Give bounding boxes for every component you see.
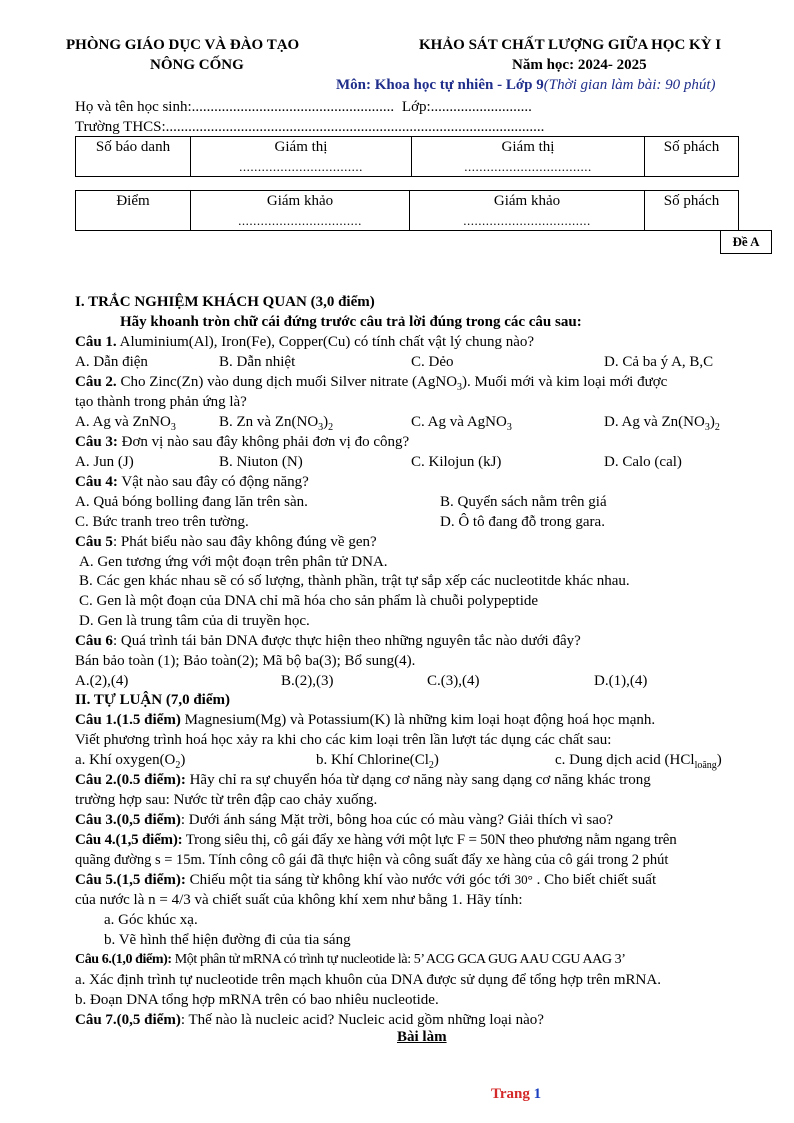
question-2: Câu 2. Cho Zinc(Zn) vào dung dịch muối Silver nitrate (AgNO$_3$). Muối mới và kim loại mới được bbox=[75, 374, 668, 393]
q3-option-b[interactable]: B. Niuton (N) bbox=[219, 454, 303, 470]
essay-question-3: Câu 3.(0,5 điểm): Dưới ánh sáng Mặt trời, bông hoa cúc có màu vàng? Giải thích vì sao? bbox=[75, 812, 614, 828]
class-field: Lớp:........................... bbox=[401, 99, 532, 115]
part1-title: I. TRẮC NGHIỆM KHÁCH QUAN (3,0 điểm) bbox=[75, 294, 375, 310]
q5-option-d[interactable]: D. Gen là trung tâm của di truyền học. bbox=[79, 613, 310, 629]
question-6: Câu 6: Quá trình tái bản DNA được thực hiện theo những nguyên tắc nào dưới đây? bbox=[75, 633, 581, 649]
question-4: Câu 4: Vật nào sau đây có động năng? bbox=[75, 474, 309, 490]
school-field: Trường THCS:..................................................................................................... bbox=[75, 119, 545, 135]
part1-instruction: Hãy khoanh tròn chữ cái đứng trước câu trả lời đúng trong các câu sau: bbox=[120, 314, 582, 330]
answer-heading: Bài làm bbox=[397, 1029, 447, 1045]
q5-option-b[interactable]: B. Các gen khác nhau sẽ có số lượng, thành phần, trật tự sắp xếp các nucleotitde khác nhau. bbox=[79, 573, 630, 589]
q6-option-a[interactable]: A.(2),(4) bbox=[75, 673, 129, 689]
essay-question-7: Câu 7.(0,5 điểm): Thế nào là nucleic acid? Nucleic acid gồm những loại nào? bbox=[75, 1012, 544, 1028]
q3-option-d[interactable]: D. Calo (cal) bbox=[604, 454, 682, 470]
cell-candidate-number: Số báo danh bbox=[76, 137, 191, 177]
subject-line bbox=[336, 77, 716, 94]
essay-5-item-a: a. Góc khúc xạ. bbox=[104, 912, 198, 928]
cell-examiner-1: Giám khảo ................................. bbox=[191, 191, 410, 231]
q4-option-d[interactable]: D. Ô tô đang đỗ trong gara. bbox=[440, 514, 605, 530]
cell-secret-number-2: Số phách bbox=[645, 191, 739, 231]
q2-option-a[interactable]: A. Ag và ZnNO$_3$ bbox=[75, 414, 176, 433]
q4-option-b[interactable]: B. Quyển sách nằm trên giá bbox=[440, 494, 607, 510]
student-name-line bbox=[75, 97, 532, 117]
district-name: NÔNG CỐNG bbox=[150, 57, 244, 73]
q6-option-b[interactable]: B.(2),(3) bbox=[281, 673, 334, 689]
subject: Môn: Khoa học tự nhiên - Lớp 9 bbox=[336, 77, 544, 93]
q2-option-c[interactable]: C. Ag và AgNO$_3$ bbox=[411, 414, 512, 433]
q6-option-c[interactable]: C.(3),(4) bbox=[427, 673, 480, 689]
q2-option-b[interactable]: B. Zn và $Zn(NO_3)_2$ bbox=[219, 414, 334, 433]
essay-question-4-cont: quãng đường s = 15m. Tính công cô gái đã thực hiện và công suất đẩy xe hàng của cô gái trong 2 phút bbox=[75, 852, 669, 868]
essay-question-1: Câu 1.(1.5 điểm) Magnesium(Mg) và Potassium(K) là những kim loại hoạt động hoá học mạnh. bbox=[75, 712, 656, 728]
department-name: PHÒNG GIÁO DỤC VÀ ĐÀO TẠO bbox=[66, 37, 300, 53]
q1-option-c[interactable]: C. Dẻo bbox=[411, 354, 454, 370]
q4-option-a[interactable]: A. Quả bóng bolling đang lăn trên sàn. bbox=[75, 494, 308, 510]
cell-supervisor-1: Giám thị ................................. bbox=[191, 137, 412, 177]
exam-title: KHẢO SÁT CHẤT LƯỢNG GIỮA HỌC KỲ I bbox=[419, 37, 722, 53]
essay-5-item-b: b. Vẽ hình thể hiện đường đi của tia sáng bbox=[104, 932, 351, 948]
q3-option-c[interactable]: C. Kilojun (kJ) bbox=[411, 454, 502, 470]
q1-option-b[interactable]: B. Dẫn nhiệt bbox=[219, 354, 296, 370]
page-num: 1 bbox=[533, 1086, 542, 1102]
essay-question-1-cont: Viết phương trình hoá học xảy ra khi cho các kim loại trên lần lượt tác dụng các chất sau: bbox=[75, 732, 612, 748]
page-number bbox=[491, 1086, 541, 1103]
q2-option-d[interactable]: D. Ag và $Zn(NO_3)_2$ bbox=[604, 414, 720, 433]
essay-question-2: Câu 2.(0.5 điểm): Hãy chỉ ra sự chuyển hóa từ dạng cơ năng này sang dạng cơ năng khác trong bbox=[75, 772, 651, 788]
q6-principles: Bán bảo toàn (1); Bảo toàn(2); Mã bộ ba(3); Bổ sung(4). bbox=[75, 653, 416, 669]
essay-1-item-b: b. Khí $Chlorine(Cl_2)$ bbox=[316, 752, 439, 771]
question-3: Câu 3: Đơn vị nào sau đây không phải đơn vị đo công? bbox=[75, 434, 410, 450]
essay-6-item-a: a. Xác định trình tự nucleotide trên mạch khuôn của DNA được sử dụng để tổng hợp trên mRNA. bbox=[75, 972, 661, 988]
cell-secret-number: Số phách bbox=[645, 137, 739, 177]
examiner-table bbox=[75, 190, 739, 231]
q1-option-a[interactable]: A. Dẫn điện bbox=[75, 354, 148, 370]
essay-question-5: Câu 5.(1,5 điểm): Chiếu một tia sáng từ không khí vào nước với góc tới 30° . Cho biết chiết suất bbox=[75, 872, 657, 888]
essay-1-item-a: a. Khí $oxygen(O_2)$ bbox=[75, 752, 186, 771]
school-year: Năm học: 2024- 2025 bbox=[512, 57, 647, 73]
essay-6-item-b: b. Đoạn DNA tổng hợp mRNA trên có bao nhiêu nucleotide. bbox=[75, 992, 439, 1008]
q5-option-c[interactable]: C. Gen là một đoạn của DNA chỉ mã hóa cho sản phẩm là chuỗi polypeptide bbox=[79, 593, 539, 609]
q1-option-d[interactable]: D. Cả ba ý A, B,C bbox=[604, 354, 714, 370]
exam-code-badge: Đề A bbox=[720, 230, 772, 254]
q3-option-a[interactable]: A. Jun (J) bbox=[75, 454, 134, 470]
part2-title: II. TỰ LUẬN (7,0 điểm) bbox=[75, 692, 231, 708]
q4-option-c[interactable]: C. Bức tranh treo trên tường. bbox=[75, 514, 249, 530]
student-name-field: Họ và tên học sinh:...................................................... bbox=[75, 99, 395, 115]
essay-1-item-c: c. Dung dịch acid (HCl$_{loãng}$) bbox=[555, 752, 722, 771]
question-2-cont: tạo thành trong phản ứng là? bbox=[75, 394, 247, 410]
q5-option-a[interactable]: A. Gen tương ứng với một đoạn trên phân tử DNA. bbox=[79, 554, 388, 570]
cell-score: Điểm bbox=[76, 191, 191, 231]
cell-examiner-2: Giám khảo .................................. bbox=[410, 191, 645, 231]
supervisor-table bbox=[75, 136, 739, 177]
q6-option-d[interactable]: D.(1),(4) bbox=[594, 673, 648, 689]
essay-question-5-cont: của nước là n = 4/3 và chiết suất của không khí xem như bằng 1. Hãy tính: bbox=[75, 892, 523, 908]
cell-supervisor-2: Giám thị .................................. bbox=[412, 137, 645, 177]
page-word: Trang bbox=[491, 1086, 530, 1102]
question-1: Câu 1. Aluminium(Al), Iron(Fe), Copper(Cu) có tính chất vật lý chung nào? bbox=[75, 334, 535, 350]
essay-question-6: Câu 6.(1,0 điểm): Một phân tử mRNA có trình tự nucleotide là: 5’ ACG GCA GUG AAU CGU AAG 3’ bbox=[75, 952, 626, 967]
essay-question-4: Câu 4.(1,5 điểm): Trong siêu thị, cô gái đẩy xe hàng với một lực F = 50N theo phương nằm ngang trên bbox=[75, 832, 677, 848]
question-5: Câu 5: Phát biểu nào sau đây không đúng về gen? bbox=[75, 534, 377, 550]
exam-time: (Thời gian làm bài: 90 phút) bbox=[543, 77, 716, 93]
essay-question-2-cont: trường hợp sau: Nước từ trên đập cao chảy xuống. bbox=[75, 792, 378, 808]
